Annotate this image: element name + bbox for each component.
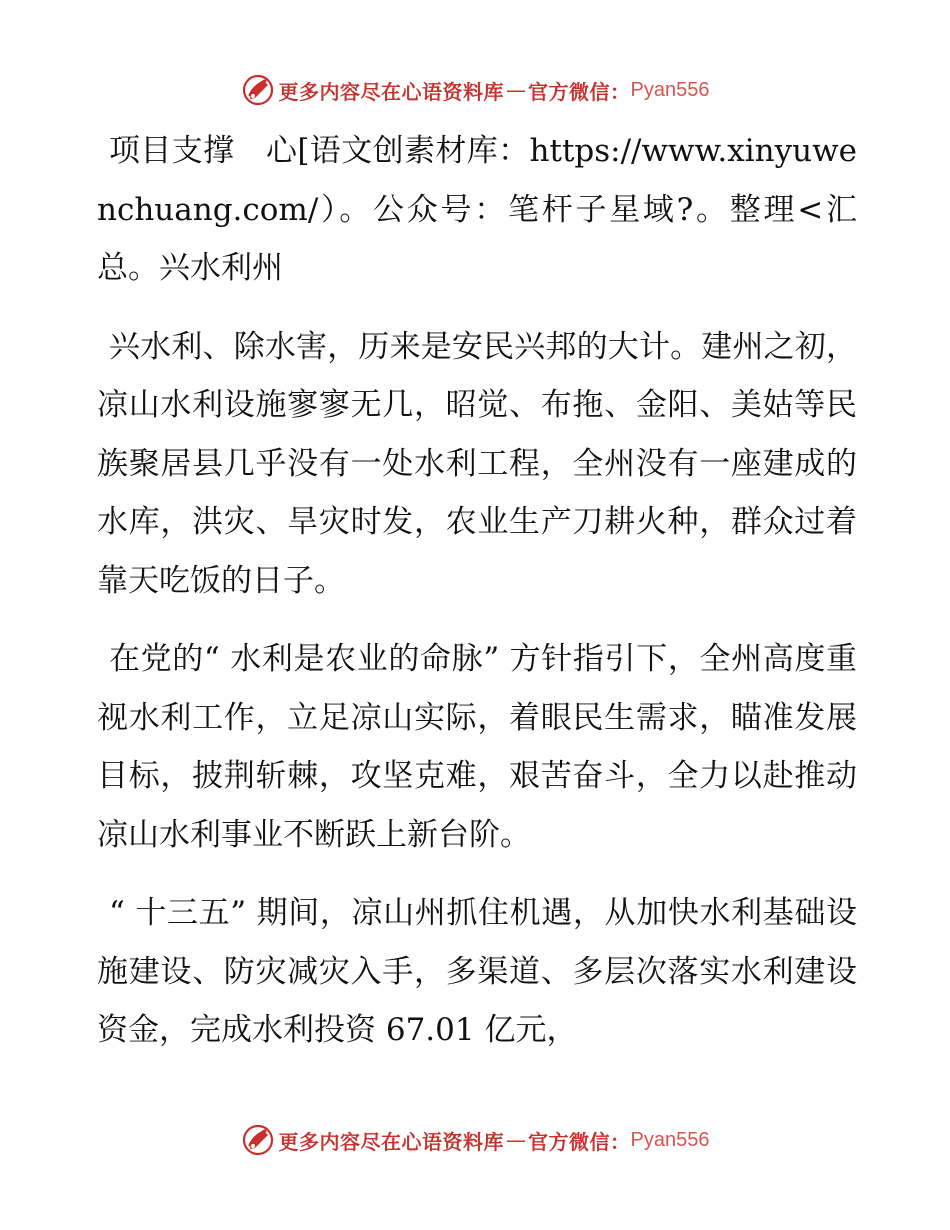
paragraph-1: 项目支撑 心[语文创素材库：https://www.xinyuwenchuang.com/）。公众号：笔杆子星域?。整理<汇总。兴水利州 bbox=[97, 133, 857, 286]
paragraph-2: 兴水利、除水害，历来是安民兴邦的大计。建州之初，凉山水利设施寥寥无几，昭觉、布拖、金阳、美姑等民族聚居县几乎没有一处水利工程，全州没有一座建成的水库，洪灾、旱灾时发，农业生产刀耕火种，群众过着靠天吃饭的日子。 bbox=[97, 328, 857, 599]
paragraph-4: “ 十三五” 期间，凉山州抓住机遇，从加快水利基础设施建设、防灾减灾入手，多渠道、多层次落实水利建设资金，完成水利投资 67.01 亿元， bbox=[97, 895, 857, 1048]
footer-watermark-banner bbox=[0, 1120, 950, 1160]
banner-label: 官方微信： bbox=[528, 79, 631, 104]
banner-wechat-id: Pyan556 bbox=[630, 78, 710, 101]
document-body bbox=[97, 122, 857, 1060]
header-watermark-banner bbox=[0, 70, 950, 110]
banner-wechat-id: Pyan556 bbox=[630, 1128, 710, 1151]
banner-separator: — bbox=[506, 1128, 527, 1152]
hand-pen-logo-icon bbox=[241, 1123, 275, 1157]
paragraph-3: 在党的“ 水利是农业的命脉” 方针指引下，全州高度重视水利工作，立足凉山实际，着眼民生需求，瞄准发展目标，披荆斩棘，攻坚克难，艰苦奋斗，全力以赴推动凉山水利事业不断跃上新台阶。 bbox=[97, 641, 857, 853]
banner-label: 官方微信： bbox=[528, 1129, 631, 1154]
banner-separator: — bbox=[506, 78, 527, 102]
banner-title: 更多内容尽在心语资料库 bbox=[278, 1129, 505, 1154]
hand-pen-logo-icon bbox=[241, 73, 275, 107]
banner-title: 更多内容尽在心语资料库 bbox=[278, 79, 505, 104]
